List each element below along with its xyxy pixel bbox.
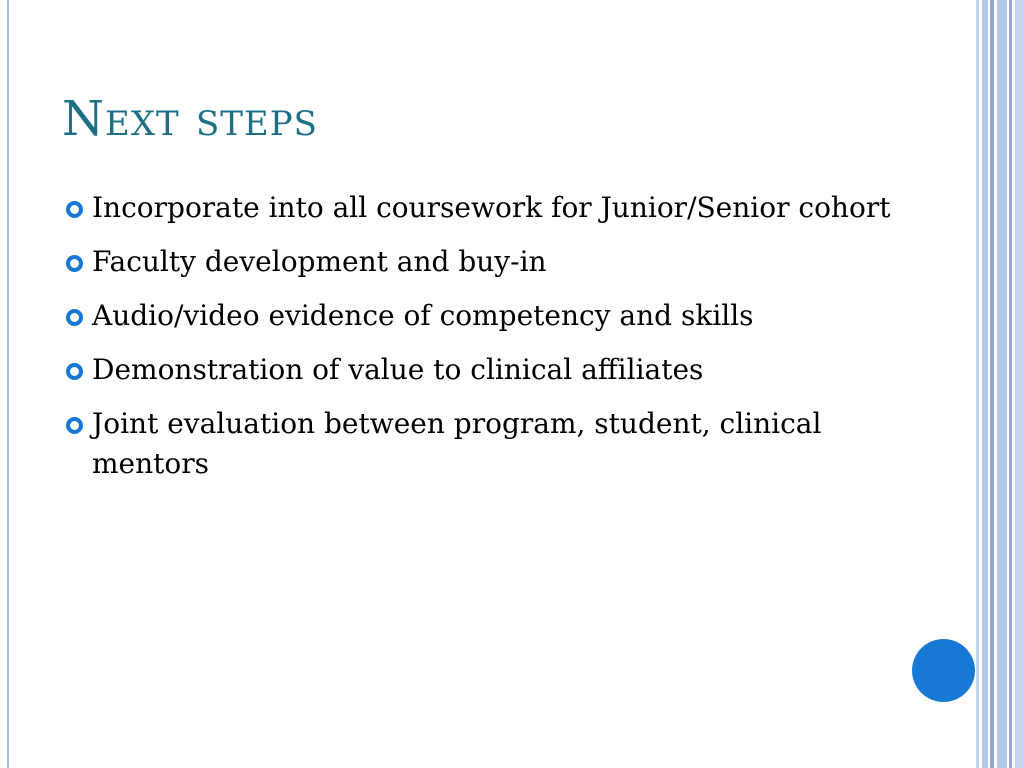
bullet-item (66, 350, 896, 390)
slide-title: Next steps (62, 91, 318, 147)
bullet-ring-icon (66, 255, 83, 272)
bullet-list (66, 188, 896, 498)
bullet-ring-icon (66, 201, 83, 218)
bullet-item (66, 242, 896, 282)
stripe-2 (982, 0, 988, 768)
stripe-4 (997, 0, 1007, 768)
bullet-ring-icon (66, 417, 83, 434)
decorative-circle (912, 639, 975, 702)
stripe-6 (1015, 0, 1024, 768)
right-decorative-stripes (976, 0, 1024, 768)
bullet-item (66, 404, 896, 484)
bullet-text: Demonstration of value to clinical affiliates (92, 353, 704, 386)
bullet-ring-icon (66, 309, 83, 326)
bullet-item (66, 296, 896, 336)
bullet-text: Joint evaluation between program, student, clinical mentors (92, 407, 822, 480)
bullet-text: Audio/video evidence of competency and skills (92, 299, 754, 332)
stripe-3 (990, 0, 994, 768)
bullet-item (66, 188, 896, 228)
bullet-ring-icon (66, 363, 83, 380)
left-border-stripe (0, 0, 9, 768)
stripe-5 (1009, 0, 1012, 768)
stripe-1 (976, 0, 979, 768)
bullet-text: Faculty development and buy-in (92, 245, 547, 278)
bullet-text: Incorporate into all coursework for Junior/Senior cohort (92, 191, 891, 224)
